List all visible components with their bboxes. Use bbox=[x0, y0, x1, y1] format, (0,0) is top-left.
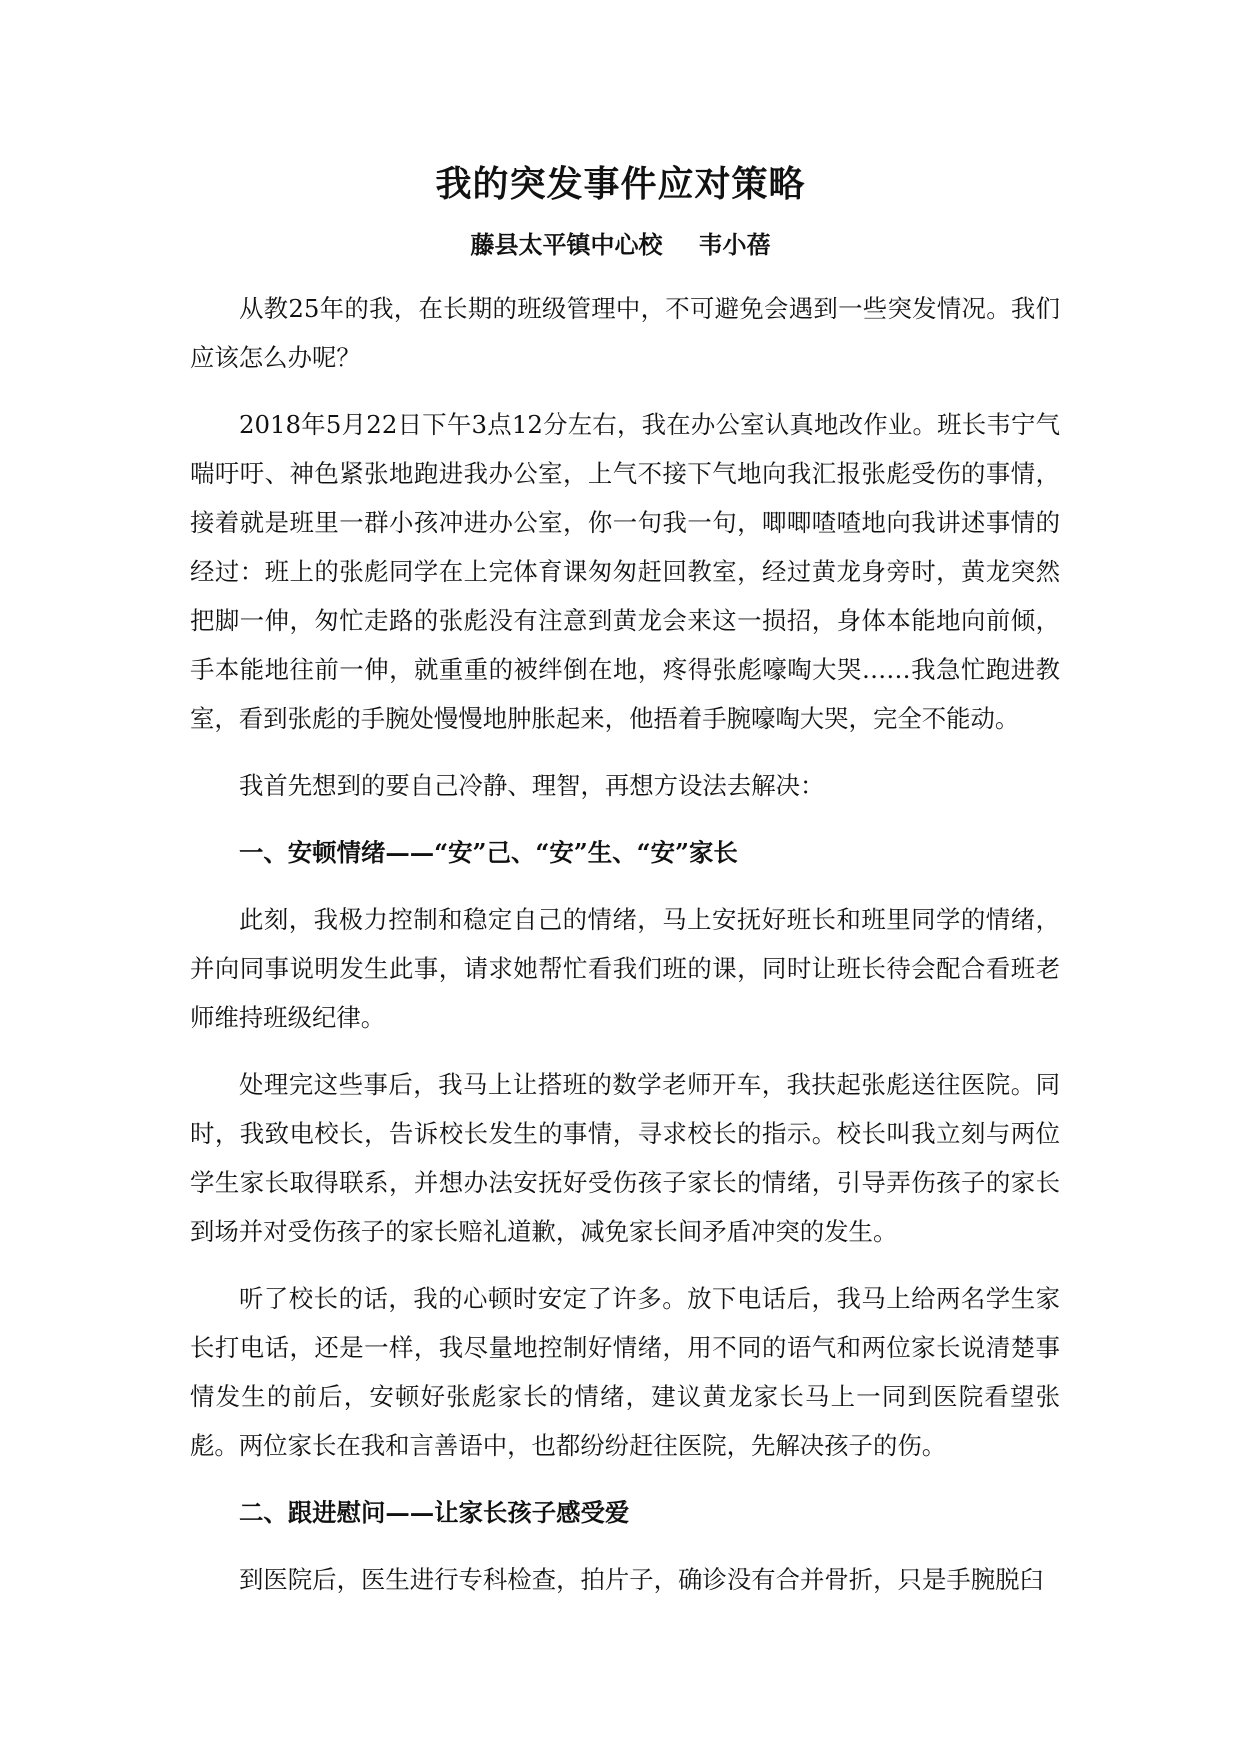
document-title: 我的突发事件应对策略 bbox=[435, 163, 806, 205]
author-school: 藤县太平镇中心校 bbox=[470, 230, 663, 259]
author-name: 韦小蓓 bbox=[698, 230, 771, 259]
paragraph: 2018年5月22日下午3点12分左右，我在办公室认真地改作业。班长韦宁气喘吁吁、神色紧张地跑进我办公室，上气不接下气地向我汇报张彪受伤的事情，接着就是班里一群小孩冲进办公室，你一句我一句，唧唧喳喳地向我讲述事情的经过：班上的张彪同学在上完体育课匆匆赶回教室，经过黄龙身旁时，黄龙突然把脚一伸，匆忙走路的张彪没有注意到黄龙会来这一损招，身体本能地向前倾，手本能地往前一伸，就重重的被绊倒在地，疼得张彪嚎啕大哭……我急忙跑进教室，看到张彪的手腕处慢慢地肿胀起来，他捂着手腕嚎啕大哭，完全不能动。 bbox=[190, 410, 1060, 733]
paragraph: 听了校长的话，我的心顿时安定了许多。放下电话后，我马上给两名学生家长打电话，还是一样，我尽量地控制好情绪，用不同的语气和两位家长说清楚事情发生的前后，安顿好张彪家长的情绪，建议黄龙家长马上一同到医院看望张彪。两位家长在我和言善语中，也都纷纷赶往医院，先解决孩子的伤。 bbox=[190, 1284, 1060, 1460]
paragraph: 从教25年的我，在长期的班级管理中，不可避免会遇到一些突发情况。我们应该怎么办呢？ bbox=[190, 294, 1060, 372]
author-byline bbox=[0, 228, 1241, 262]
section-heading-1: 一、安顿情绪——“安”己、“安”生、“安”家长 bbox=[239, 838, 738, 867]
paragraph: 此刻，我极力控制和稳定自己的情绪，马上安抚好班长和班里同学的情绪，并向同事说明发生此事，请求她帮忙看我们班的课，同时让班长待会配合看班老师维持班级纪律。 bbox=[190, 905, 1060, 1032]
section-heading-2: 二、跟进慰问——让家长孩子感受爱 bbox=[239, 1498, 630, 1527]
paragraph: 到医院后，医生进行专科检查，拍片子，确诊没有合并骨折，只是手腕脱臼 bbox=[239, 1565, 1044, 1594]
paragraph: 我首先想到的要自己冷静、理智，再想方设法去解决： bbox=[239, 771, 825, 800]
paragraph: 处理完这些事后，我马上让搭班的数学老师开车，我扶起张彪送往医院。同时，我致电校长，告诉校长发生的事情，寻求校长的指示。校长叫我立刻与两位学生家长取得联系，并想办法安抚好受伤孩子家长的情绪，引导弄伤孩子的家长到场并对受伤孩子的家长赔礼道歉，减免家长间矛盾冲突的发生。 bbox=[190, 1070, 1060, 1246]
document-body bbox=[190, 284, 1060, 1604]
